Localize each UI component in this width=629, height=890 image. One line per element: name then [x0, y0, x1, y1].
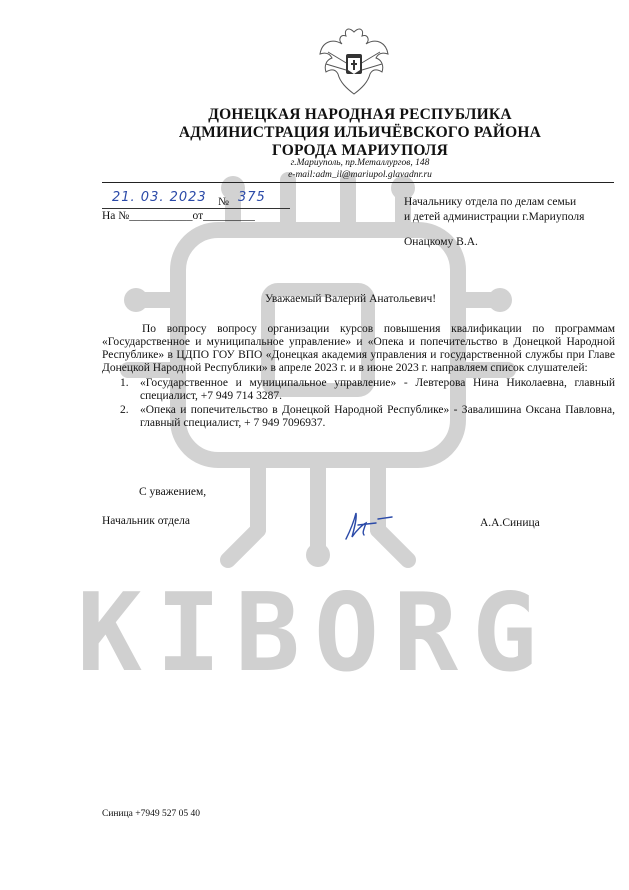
- letterhead-divider: [102, 182, 614, 183]
- list-item-number: 1.: [120, 377, 129, 389]
- org-line-1: ДОНЕЦКАЯ НАРОДНАЯ РЕСПУБЛИКА: [208, 106, 512, 123]
- org-line-2: АДМИНИСТРАЦИЯ ИЛЬИЧЁВСКОГО РАЙОНА: [178, 124, 542, 141]
- list-item-text: «Государственное и муниципальное управление» - Левтерова Нина Николаевна, главный специалист, +7 949 714 3287.: [140, 377, 615, 402]
- recipient-line-1: Начальнику отдела по делам семьи: [404, 196, 577, 208]
- coat-of-arms-icon: [318, 24, 390, 100]
- signer-position: Начальник отдела: [102, 515, 190, 527]
- signer-name: А.А.Синица: [480, 517, 540, 529]
- list-item: [102, 377, 615, 403]
- outgoing-number-label: №: [218, 196, 229, 208]
- org-email: e-mail:adm_il@mariupol.glavadnr.ru: [288, 170, 432, 180]
- list-item-text: «Опека и попечительство в Донецкой Народной Республике» - Завалишина Оксана Павловна, главный специалист, + 7 949 7096937.: [140, 404, 615, 429]
- recipient-name: Онацкому В.А.: [404, 236, 478, 248]
- salutation: Уважаемый Валерий Анатольевич!: [265, 293, 437, 305]
- listener-list: [102, 377, 615, 430]
- outgoing-number: 375: [238, 190, 266, 205]
- body-paragraph: По вопросу вопросу организации курсов повышения квалификации по программам «Государственное и муниципальное управление» и «Опека и попечительство в Донецкой Народной Республике» в ЦДПО ГОУ ВПО «Донецкая академия управления и государственной службы при Главе Донецкой Народной Республики» в апреле 2023 г. и в июне 2023 г. направляем список слушателей:: [102, 323, 615, 374]
- watermark-text: [0, 586, 629, 676]
- footer-contact: Синица +7949 527 05 40: [102, 809, 200, 819]
- date-underline: [102, 208, 290, 209]
- closing: С уважением,: [139, 486, 207, 498]
- recipient-line-2: и детей администрации г.Мариуполя: [404, 211, 585, 223]
- letter-body: [102, 323, 615, 431]
- org-line-3: ГОРОДА МАРИУПОЛЯ: [272, 142, 448, 159]
- org-address: г.Мариуполь, пр.Металлургов, 148: [290, 158, 430, 168]
- svg-text:KIBORG: KIBORG: [76, 586, 552, 676]
- list-item: [102, 404, 615, 430]
- signature-icon: [340, 505, 400, 545]
- list-item-number: 2.: [120, 404, 129, 416]
- outgoing-date: 21. 03. 2023: [112, 190, 207, 205]
- reply-reference: На №___________от_________: [102, 210, 255, 222]
